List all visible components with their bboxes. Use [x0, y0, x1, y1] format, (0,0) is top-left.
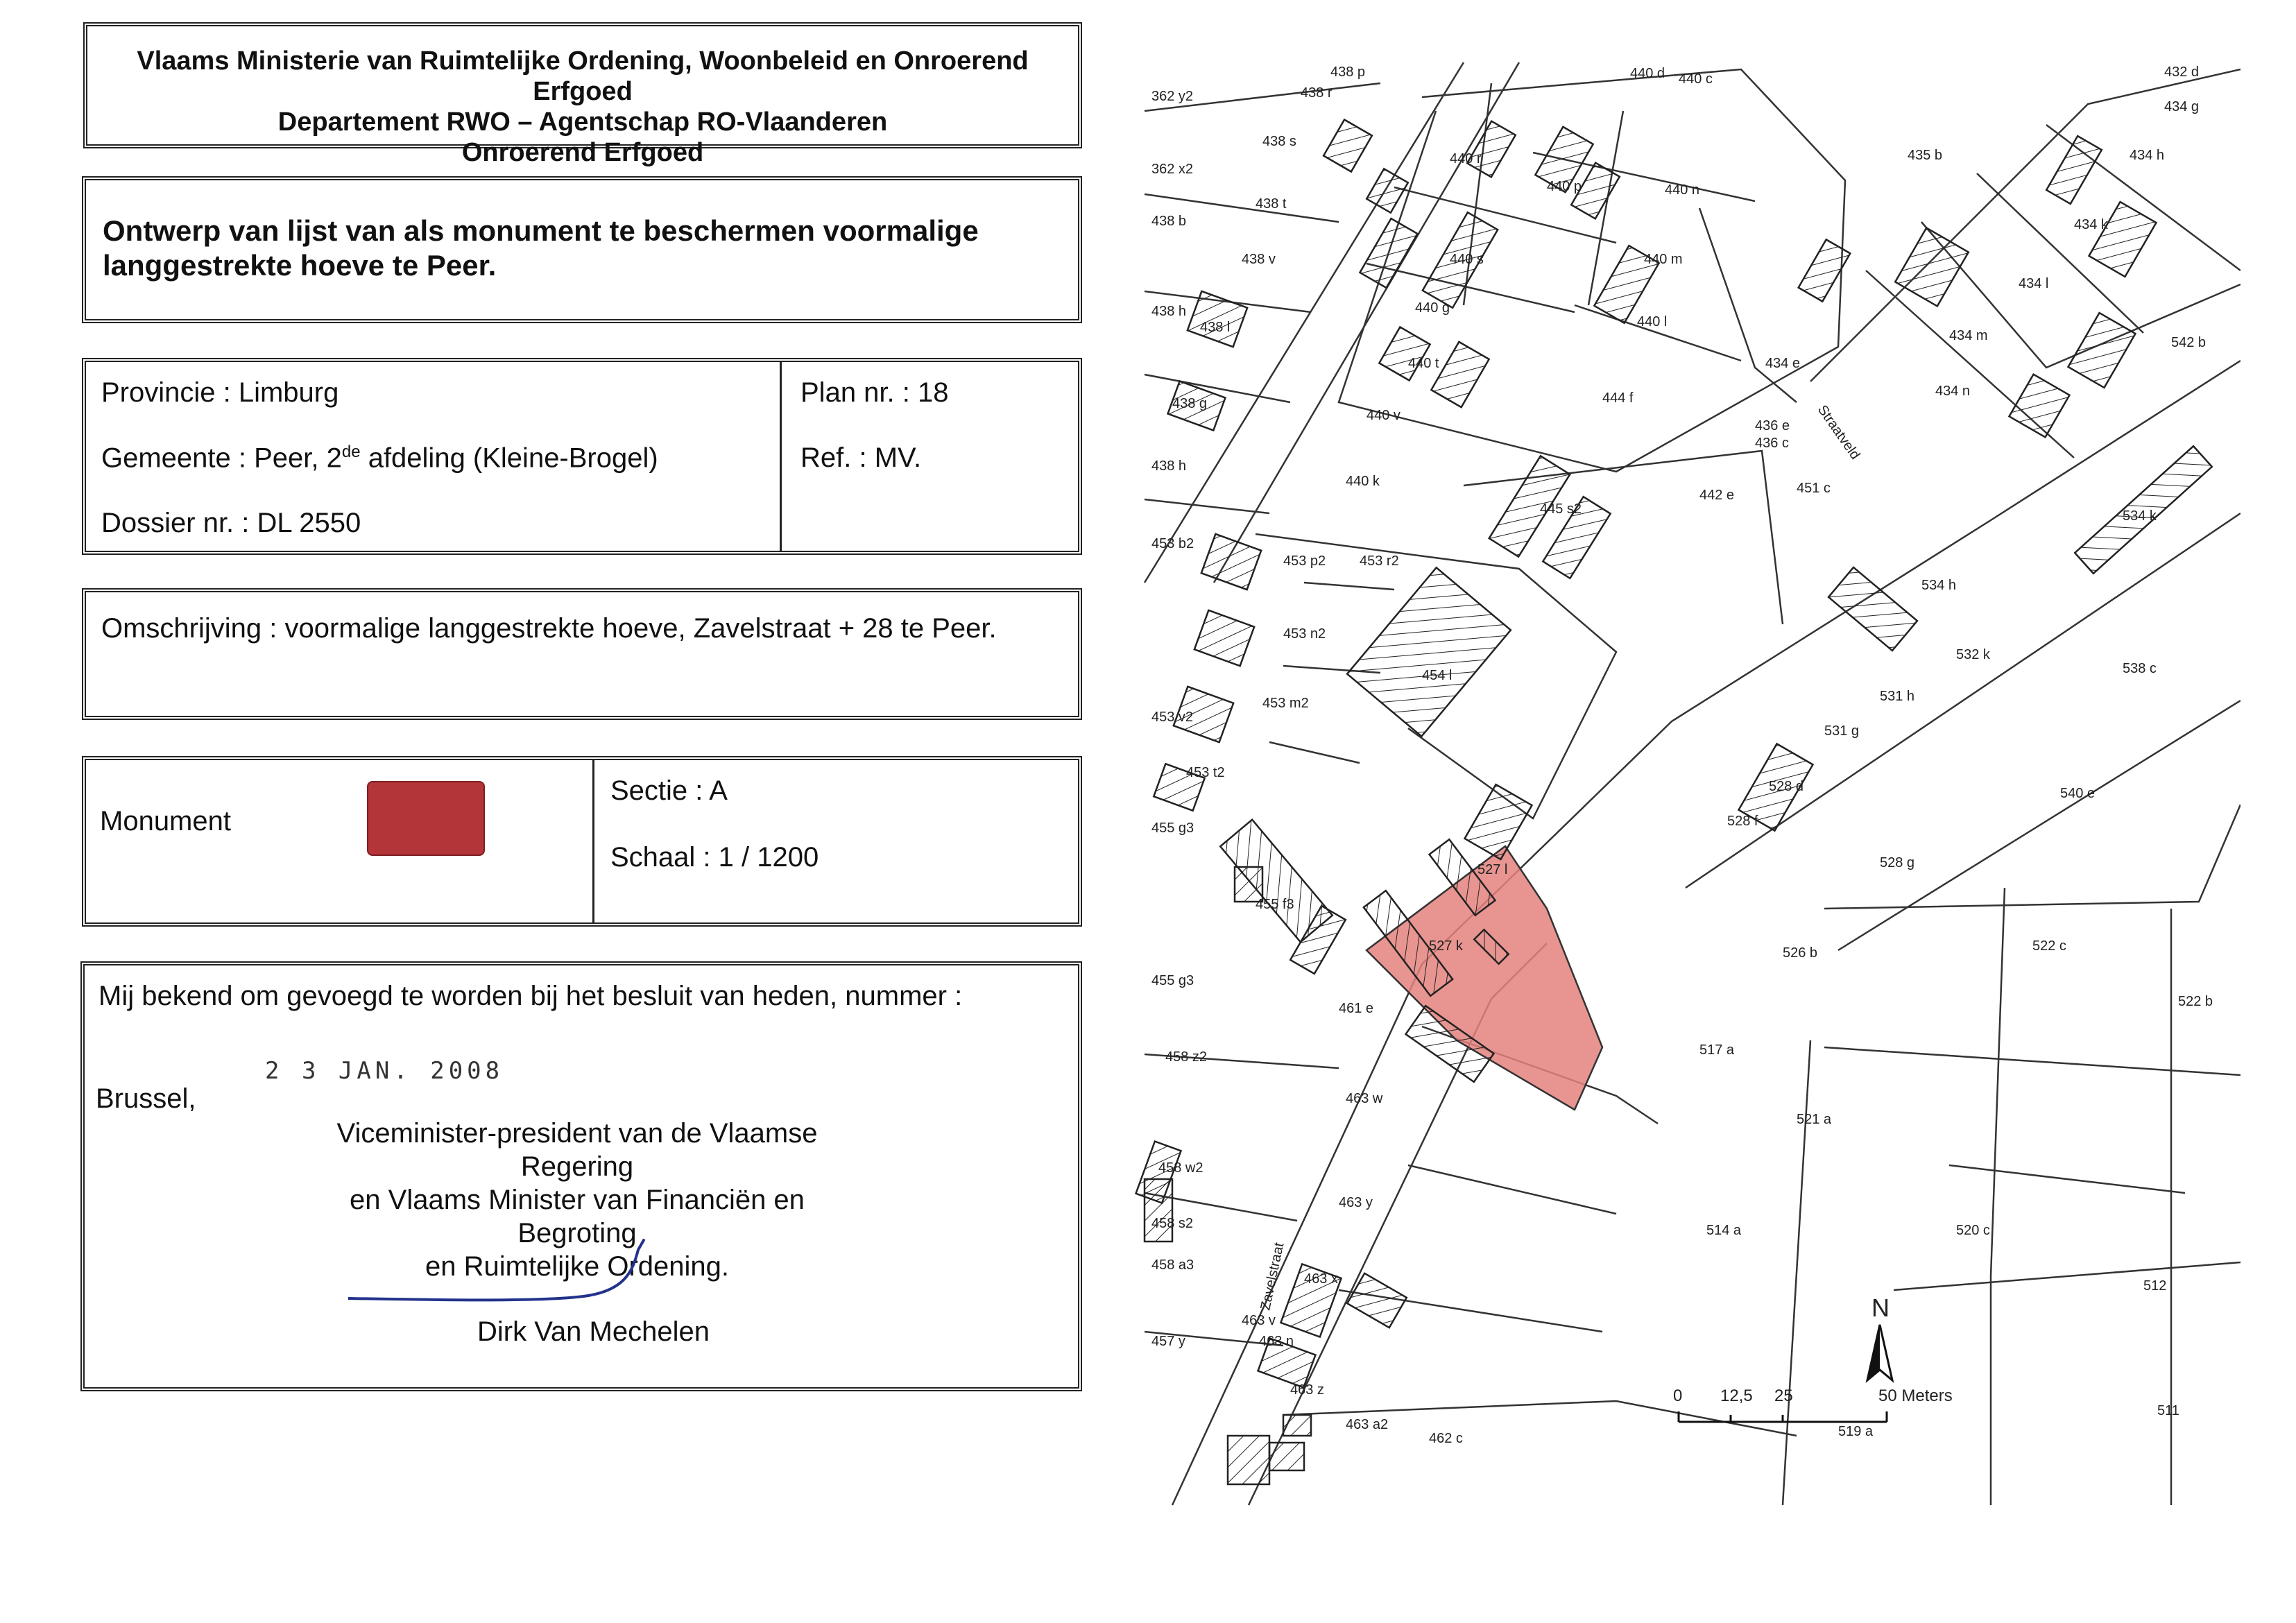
- street-label-zavelstraat: Zavelstraat: [1258, 1241, 1287, 1312]
- svg-text:463 z: 463 z: [1290, 1382, 1324, 1398]
- svg-text:362 y2: 362 y2: [1151, 89, 1194, 104]
- svg-text:461 e: 461 e: [1339, 1001, 1374, 1016]
- svg-text:531 h: 531 h: [1880, 689, 1915, 704]
- svg-text:362 x2: 362 x2: [1151, 162, 1194, 177]
- svg-text:440 t: 440 t: [1408, 356, 1439, 371]
- svg-text:540 e: 540 e: [2060, 786, 2096, 801]
- svg-text:438 h: 438 h: [1151, 458, 1187, 474]
- document-title: [82, 176, 1082, 323]
- svg-text:520 c: 520 c: [1956, 1223, 1990, 1238]
- svg-text:542 b: 542 b: [2171, 335, 2207, 350]
- svg-text:445 s2: 445 s2: [1540, 501, 1582, 517]
- svg-text:463 a2: 463 a2: [1346, 1417, 1389, 1432]
- svg-text:432 d: 432 d: [2164, 65, 2200, 80]
- signer-name: Dirk Van Mechelen: [477, 1316, 710, 1347]
- department-name: Departement RWO – Agentschap RO-Vlaanderen: [277, 108, 888, 137]
- svg-text:440 v: 440 v: [1367, 408, 1400, 423]
- svg-text:438 s: 438 s: [1262, 134, 1296, 149]
- decree-statement: Mij bekend om gevoegd te worden bij het besluit van heden, nummer :: [98, 981, 963, 1011]
- svg-text:436 e: 436 e: [1755, 418, 1790, 433]
- legend-box: [82, 756, 1082, 927]
- dossier-number: Dossier nr. : DL 2550: [101, 508, 361, 538]
- svg-text:511: 511: [2157, 1403, 2179, 1418]
- svg-text:453 p2: 453 p2: [1283, 553, 1326, 569]
- scale-label-0: 0: [1673, 1386, 1683, 1405]
- info-divider: [780, 362, 782, 551]
- svg-text:440 r: 440 r: [1450, 151, 1482, 166]
- svg-text:458 s2: 458 s2: [1151, 1216, 1194, 1231]
- svg-text:538 c: 538 c: [2123, 661, 2157, 676]
- svg-text:455 g3: 455 g3: [1151, 821, 1194, 836]
- svg-text:440 m: 440 m: [1644, 252, 1683, 267]
- dossier-info-box: [82, 358, 1082, 555]
- monument-label: Monument: [100, 806, 231, 836]
- svg-text:463 v: 463 v: [1242, 1313, 1276, 1328]
- title-line-2: langgestrekte hoeve te Peer.: [103, 249, 497, 282]
- svg-text:440 n: 440 n: [1665, 182, 1700, 198]
- signatory-title: Viceminister-president van de Vlaamse Regering en Vlaams Minister van Financiën en Begroting en Ruimtelijke Ordening.: [336, 1118, 818, 1282]
- svg-text:434 h: 434 h: [2130, 148, 2165, 163]
- svg-text:463 n: 463 n: [1259, 1334, 1294, 1349]
- svg-text:434 m: 434 m: [1949, 328, 1988, 343]
- svg-text:440 s: 440 s: [1450, 252, 1484, 267]
- description-text: Omschrijving : voormalige langgestrekte hoeve, Zavelstraat + 28 te Peer.: [101, 613, 997, 644]
- svg-text:534 k: 534 k: [2123, 508, 2157, 524]
- svg-text:528 f: 528 f: [1727, 814, 1758, 829]
- svg-text:463 y: 463 y: [1339, 1195, 1373, 1210]
- svg-text:527 l: 527 l: [1477, 862, 1508, 877]
- svg-text:440 p: 440 p: [1547, 179, 1582, 194]
- legend-divider: [592, 760, 594, 922]
- svg-text:442 e: 442 e: [1699, 488, 1735, 503]
- svg-text:434 g: 434 g: [2164, 99, 2200, 114]
- svg-text:453 t2: 453 t2: [1186, 765, 1225, 780]
- svg-text:438 g: 438 g: [1172, 396, 1208, 411]
- svg-text:453 n2: 453 n2: [1283, 626, 1326, 642]
- svg-text:438 p: 438 p: [1330, 65, 1366, 80]
- svg-text:457 y: 457 y: [1151, 1334, 1185, 1349]
- svg-text:522 b: 522 b: [2178, 994, 2213, 1009]
- street-label-straatveld: Straatveld: [1814, 402, 1863, 463]
- agency-name: Onroerend Erfgoed: [461, 138, 704, 167]
- svg-text:454 l: 454 l: [1422, 668, 1453, 683]
- svg-text:519 a: 519 a: [1838, 1424, 1874, 1439]
- schaal-text: Schaal : 1 / 1200: [610, 842, 819, 873]
- scale-bar: [1679, 1411, 1887, 1422]
- ministry-header: [83, 22, 1082, 167]
- svg-text:438 t: 438 t: [1256, 196, 1287, 212]
- svg-text:436 c: 436 c: [1755, 436, 1789, 451]
- svg-text:434 k: 434 k: [2074, 217, 2108, 232]
- buildings: [1136, 120, 2212, 1484]
- monument-swatch: [367, 781, 485, 856]
- svg-text:528 g: 528 g: [1880, 855, 1915, 870]
- north-arrow-icon: [1867, 1325, 1892, 1380]
- title-line-1: Ontwerp van lijst van als monument te beschermen voormalige: [103, 214, 979, 247]
- svg-text:512: 512: [2143, 1278, 2167, 1294]
- svg-text:527 k: 527 k: [1429, 938, 1463, 954]
- svg-text:438 b: 438 b: [1151, 214, 1187, 229]
- date-stamp: 2 3 JAN. 2008: [265, 1057, 504, 1085]
- svg-text:534 h: 534 h: [1921, 578, 1957, 593]
- svg-text:463 x: 463 x: [1304, 1271, 1338, 1287]
- parcel-labels: [1151, 65, 2213, 1446]
- plan-number: Plan nr. : 18: [800, 377, 949, 408]
- gemeente-text: Gemeente : Peer, 2de afdeling (Kleine-Brogel): [101, 443, 658, 474]
- svg-text:463 w: 463 w: [1346, 1091, 1383, 1106]
- svg-text:438 v: 438 v: [1242, 252, 1276, 267]
- sectie-text: Sectie : A: [610, 775, 728, 806]
- svg-text:440 g: 440 g: [1415, 300, 1450, 316]
- svg-text:453 v2: 453 v2: [1151, 710, 1194, 725]
- svg-text:438 r: 438 r: [1301, 85, 1333, 101]
- provincie-text: Provincie : Limburg: [101, 377, 339, 408]
- svg-text:434 n: 434 n: [1935, 384, 1971, 399]
- svg-text:455 g3: 455 g3: [1151, 973, 1194, 988]
- scale-label-12-5: 12,5: [1720, 1386, 1753, 1405]
- svg-text:458 w2: 458 w2: [1158, 1160, 1203, 1176]
- svg-text:434 l: 434 l: [2019, 276, 2049, 291]
- description-box: [82, 588, 1082, 720]
- place-text: Brussel,: [96, 1083, 196, 1114]
- svg-text:462 c: 462 c: [1429, 1431, 1463, 1446]
- signature-icon: [348, 1236, 737, 1319]
- svg-text:522 c: 522 c: [2032, 938, 2066, 954]
- cadastral-map: [1131, 42, 2241, 1554]
- svg-text:438 h: 438 h: [1151, 304, 1187, 319]
- reference: Ref. : MV.: [800, 443, 922, 473]
- svg-text:531 g: 531 g: [1824, 723, 1860, 739]
- svg-text:521 a: 521 a: [1797, 1112, 1832, 1127]
- svg-text:532 k: 532 k: [1956, 647, 1990, 662]
- svg-text:453 b2: 453 b2: [1151, 536, 1194, 551]
- decree-box: [80, 961, 1082, 1391]
- svg-text:440 k: 440 k: [1346, 474, 1380, 489]
- scale-label-50: 50 Meters: [1878, 1386, 1953, 1405]
- svg-text:440 l: 440 l: [1637, 314, 1668, 329]
- svg-text:435 b: 435 b: [1908, 148, 1943, 163]
- svg-text:440 c: 440 c: [1679, 71, 1713, 87]
- ministry-name: Vlaams Ministerie van Ruimtelijke Ordening, Woonbeleid en Onroerend Erfgoed: [137, 46, 1029, 106]
- svg-text:455 f3: 455 f3: [1256, 897, 1294, 912]
- svg-text:528 d: 528 d: [1769, 779, 1804, 794]
- svg-text:517 a: 517 a: [1699, 1042, 1735, 1058]
- svg-text:514 a: 514 a: [1706, 1223, 1742, 1238]
- svg-text:453 m2: 453 m2: [1262, 696, 1309, 711]
- svg-text:458 a3: 458 a3: [1151, 1257, 1194, 1273]
- north-label: N: [1871, 1294, 1890, 1322]
- svg-text:458 z2: 458 z2: [1165, 1049, 1208, 1065]
- svg-text:451 c: 451 c: [1797, 481, 1831, 496]
- scale-label-25: 25: [1774, 1386, 1793, 1405]
- svg-text:434 e: 434 e: [1765, 356, 1801, 371]
- svg-text:438 l: 438 l: [1200, 320, 1231, 335]
- svg-text:453 r2: 453 r2: [1360, 553, 1399, 569]
- svg-text:444 f: 444 f: [1602, 390, 1634, 406]
- svg-text:440 d: 440 d: [1630, 66, 1665, 81]
- svg-text:526 b: 526 b: [1783, 945, 1818, 961]
